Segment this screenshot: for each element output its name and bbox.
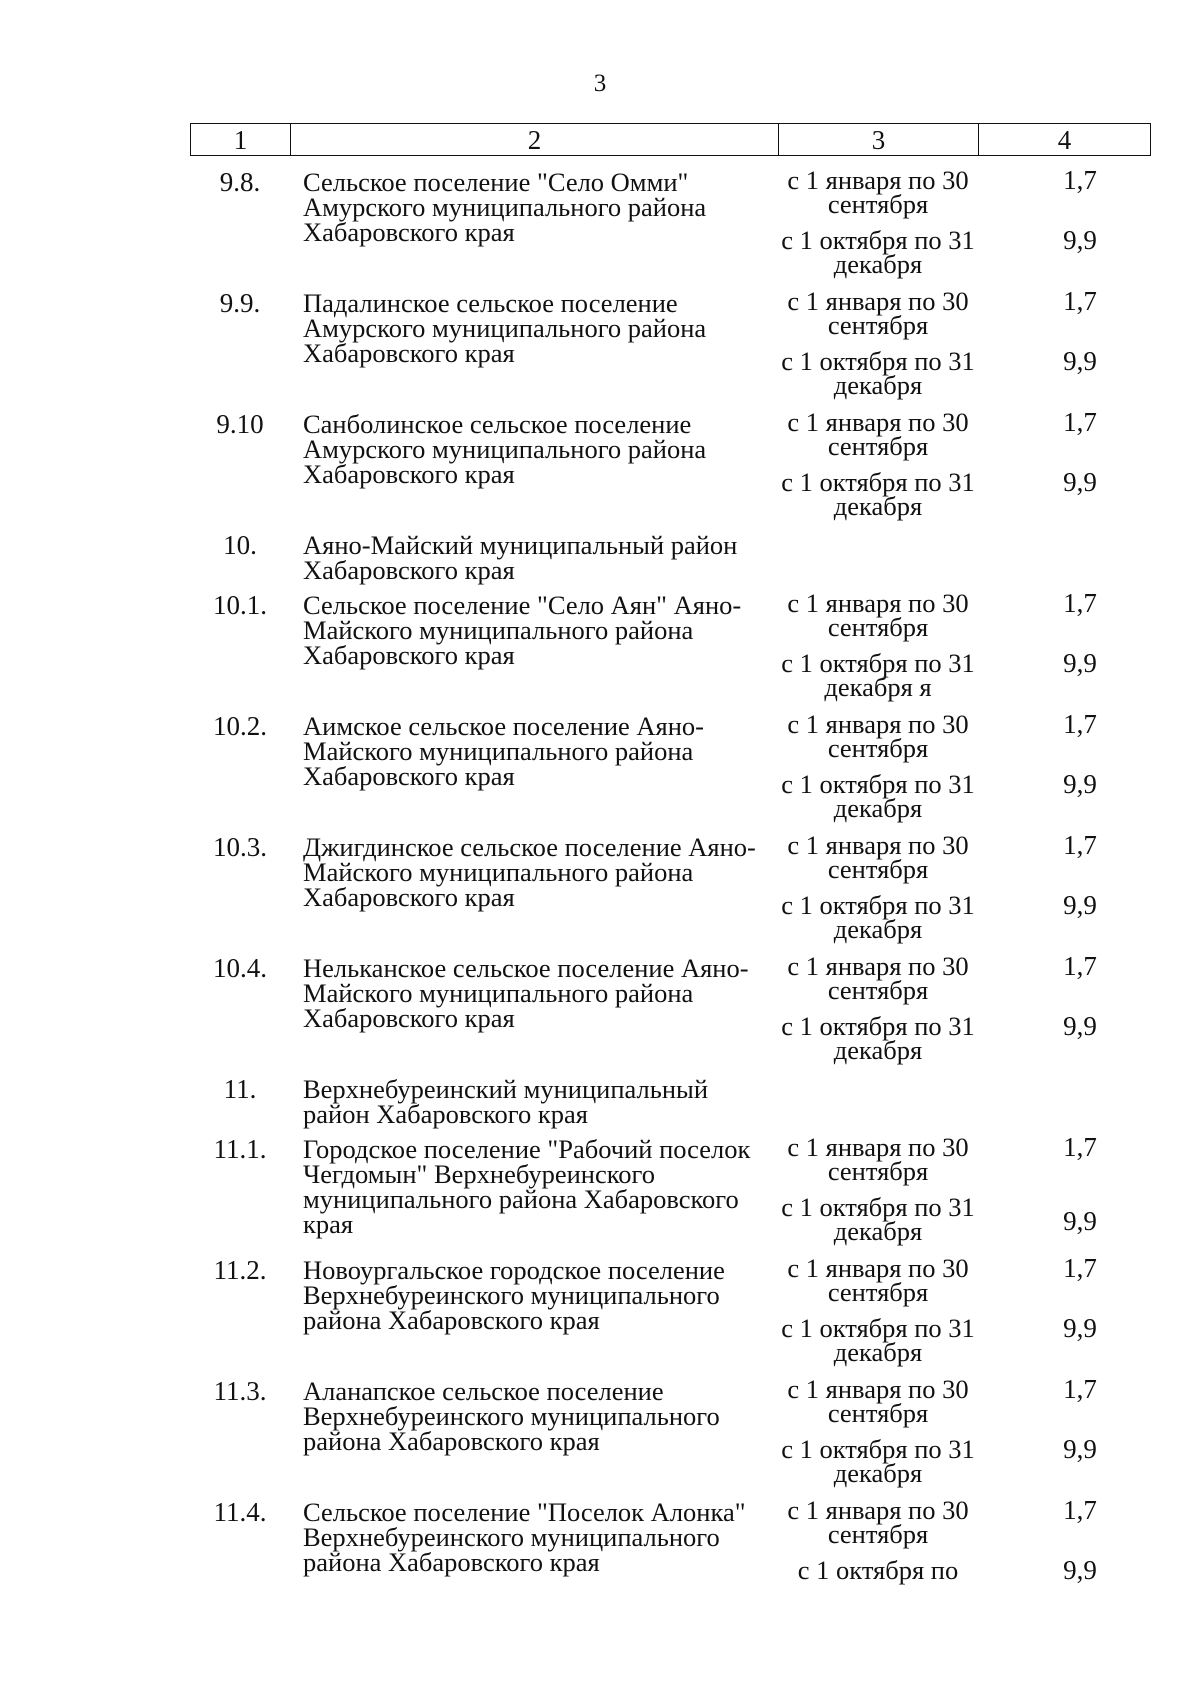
table-row [190,948,1150,1069]
period-1: с 1 января по 30 сентября [787,1495,969,1549]
period-2: с 1 октября по 31 декабря [781,1434,975,1488]
period-1: с 1 января по 30 сентября [787,1374,969,1428]
settlement-name: Аланапское сельское поселение Верхнебуреинского муниципального района Хабаровского края [303,1376,720,1456]
settlement-name: Новоургальское городское поселение Верхнебуреинского муниципального района Хабаровского края [303,1255,725,1335]
district-row [190,1069,1150,1129]
period-1: с 1 января по 30 сентября [787,1132,969,1186]
rate-2: 9,9 [1063,648,1097,678]
row-number: 11.1. [213,1134,267,1164]
rate-1: 1,7 [1063,709,1097,739]
row-number: 10.4. [213,953,267,983]
table-row [190,1371,1150,1492]
row-number: 10.2. [213,711,267,741]
row-number: 9.8. [219,167,261,197]
period-1: с 1 января по 30 сентября [787,1253,969,1307]
rate-2: 9,9 [1063,346,1097,376]
period-2: с 1 октября по 31 декабря [781,1011,975,1065]
period-2: с 1 октября по 31 декабря [781,1192,975,1246]
period-1: с 1 января по 30 сентября [787,709,969,763]
table-row [190,1250,1150,1371]
period-2: с 1 октября по 31 декабря [781,890,975,944]
rate-1: 1,7 [1063,951,1097,981]
rate-1: 1,7 [1063,165,1097,195]
district-row [190,525,1150,585]
settlement-name: Падалинское сельское поселение Амурского муниципального района Хабаровского края [303,288,707,368]
page-number: 3 [593,70,607,97]
period-2: с 1 октября по 31 декабря [781,346,975,400]
rate-1: 1,7 [1063,407,1097,437]
rate-2: 9,9 [1063,769,1097,799]
period-2: с 1 октября по 31 декабря [781,769,975,823]
period-2: с 1 октября по [797,1555,959,1585]
header-col-3: 3 [779,124,979,156]
row-number: 10. [223,530,257,560]
table-row [190,283,1150,404]
table-row [190,706,1150,827]
rate-2: 9,9 [1063,1011,1097,1041]
period-2: с 1 октября по 31 декабря [781,225,975,279]
table-row [190,1129,1150,1250]
settlement-name: Сельское поселение "Село Омми" Амурского муниципального района Хабаровского края [303,167,707,247]
period-1: с 1 января по 30 сентября [787,830,969,884]
rate-2: 9,9 [1063,225,1097,255]
rate-2: 9,9 [1063,467,1097,497]
row-number: 9.10 [216,409,264,439]
settlement-name: Джигдинское сельское поселение Аяно-Майского муниципального района Хабаровского края [303,832,756,912]
table-body [190,162,1150,1613]
header-col-4: 4 [979,124,1151,156]
period-1: с 1 января по 30 сентября [787,165,969,219]
row-number: 10.3. [213,832,267,862]
rate-1: 1,7 [1063,1253,1097,1283]
table-header [190,123,1151,156]
rate-1: 1,7 [1063,1495,1097,1525]
rate-2: 9,9 [1063,1206,1097,1236]
settlement-name: Аимское сельское поселение Аяно-Майского муниципального района Хабаровского края [303,711,705,791]
settlement-name: Сельское поселение "Село Аян" Аяно-Майского муниципального района Хабаровского края [303,590,742,670]
period-2: с 1 октября по 31 декабря [781,467,975,521]
row-number: 11. [223,1074,257,1104]
rate-2: 9,9 [1063,1555,1097,1585]
settlement-name: Нельканское сельское поселение Аяно-Майского муниципального района Хабаровского края [303,953,749,1033]
period-2: с 1 октября по 31 декабря [781,1313,975,1367]
district-name: Верхнебуреинский муниципальный район Хабаровского края [303,1074,709,1129]
table-row [190,162,1150,283]
row-number: 11.2. [213,1255,267,1285]
header-col-1: 1 [191,124,291,156]
period-1: с 1 января по 30 сентября [787,286,969,340]
table-row [190,404,1150,525]
period-1: с 1 января по 30 сентября [787,951,969,1005]
settlement-name: Сельское поселение "Поселок Алонка" Верхнебуреинского муниципального района Хабаровского края [303,1497,746,1577]
settlement-name: Санболинское сельское поселение Амурского муниципального района Хабаровского края [303,409,707,489]
row-number: 11.4. [213,1497,267,1527]
rate-2: 9,9 [1063,1434,1097,1464]
table-row [190,827,1150,948]
table-row [190,1492,1150,1613]
row-number: 10.1. [213,590,267,620]
district-name: Аяно-Майский муниципальный район Хабаровского края [303,530,738,585]
period-1: с 1 января по 30 сентября [787,588,969,642]
rate-2: 9,9 [1063,890,1097,920]
rate-1: 1,7 [1063,1132,1097,1162]
period-2: с 1 октября по 31 декабря я [781,648,975,702]
rate-1: 1,7 [1063,286,1097,316]
rate-1: 1,7 [1063,588,1097,618]
period-1: с 1 января по 30 сентября [787,407,969,461]
row-number: 11.3. [213,1376,267,1406]
table-row [190,585,1150,706]
rate-1: 1,7 [1063,1374,1097,1404]
rate-1: 1,7 [1063,830,1097,860]
rate-2: 9,9 [1063,1313,1097,1343]
header-col-2: 2 [291,124,779,156]
row-number: 9.9. [219,288,261,318]
settlement-name: Городское поселение "Рабочий поселок Чегдомын" Верхнебуреинского муниципального района Хабаровского края [303,1134,751,1239]
